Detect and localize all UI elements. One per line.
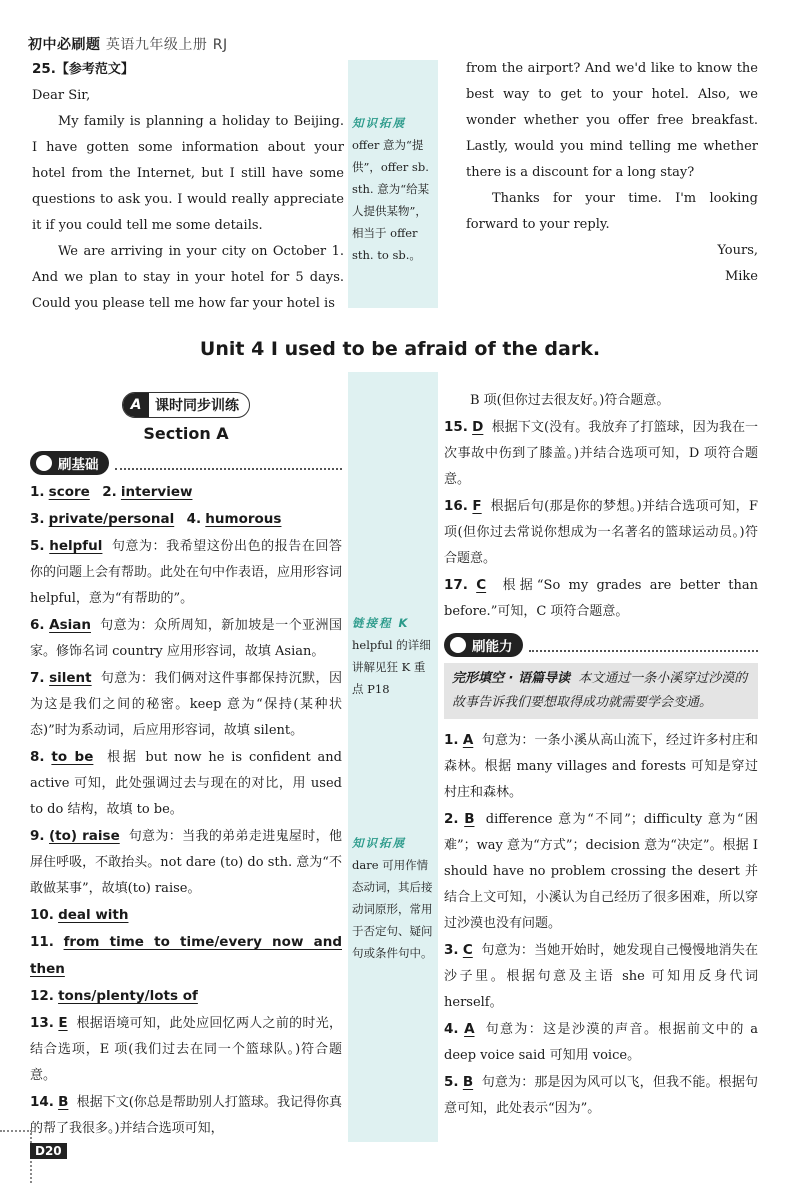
answer-q14-continued: B 项(但你过去很友好。)符合题意。: [470, 393, 670, 408]
basic-practice-pill: 刷基础: [30, 451, 109, 475]
dotted-rule: [529, 638, 759, 652]
section-badge: [122, 392, 250, 418]
cloze-answer-2: 2. B difference 意为“不同”；difficulty 意为“困难”；way 意为“方式”；decision 意为“决定”。根据 I should have no problem crossing the desert 并结合上文可知，小溪认为自己经历了很多困难，所以穿过沙漠也没有问题。: [444, 811, 759, 931]
question-number: 25.: [32, 61, 56, 77]
badge-letter: A: [123, 393, 149, 417]
answer-row: 3. private/personal 4. humorous: [30, 511, 282, 527]
letter-paragraph-4: Thanks for your time. I'm looking forward to your reply.: [466, 191, 758, 232]
right-answer-column: [444, 388, 758, 1122]
cloze-answer-5: 5. B 句意为：那是因为风可以飞，但我不能。根据句意可知，此处表示“因为”。: [444, 1074, 758, 1116]
cloze-answer-4: 4. A 句意为：这是沙漠的声音。根据前文中的 a deep voice said 可知用 voice。: [444, 1021, 758, 1063]
reference-label: 【参考范文】: [55, 62, 134, 77]
answer-q10: 10. deal with: [30, 907, 129, 923]
note-text: offer 意为“提供”，offer sb. sth. 意为“给某人提供某物”，相当于 offer sth. to sb.。: [352, 138, 430, 262]
note-title: 知识拓展: [352, 836, 406, 850]
answer-q9: 9. (to) raise 句意为：当我的弟弟走进鬼屋时，他屏住呼吸，不敢抬头。not dare (to) do sth. 意为“不敢做某事”，故填(to) raise。: [30, 828, 342, 896]
unit-title: Unit 4 I used to be afraid of the dark.: [199, 338, 601, 360]
side-note-strip-bottom: [348, 372, 438, 1142]
answer-q7: 7. silent 句意为：我们俩对这件事都保持沉默，因为这是我们之间的秘密。keep 意为“保持(某种状态)”时为系动词，后应用形容词，故填 silent。: [30, 670, 342, 738]
guide-label: 完形填空 · 语篇导读: [452, 671, 570, 686]
answer-q14: 14. B 根据下文(你总是帮助别人打篮球。我记得你真的帮了我很多。)并结合选项可知，: [30, 1094, 343, 1136]
badge-text: 课时同步训练: [155, 398, 239, 414]
page-corner-decoration: [0, 1130, 32, 1183]
answer-q8: 8. to be 根据 but now he is confident and active 可知，此处强调过去与现在的对比，用 used to do 结构，故填 to be。: [30, 749, 343, 817]
answer-q6: 6. Asian 句意为：众所周知，新加坡是一个亚洲国家。修饰名词 country 应用形容词，故填 Asian。: [30, 617, 342, 659]
answer-q17: 17. C 根据“So my grades are better than before.”可知，C 项符合题意。: [444, 577, 758, 619]
book-subject: 英语九年级上册: [105, 37, 208, 53]
guide-text: 本文通过一条小溪穿过沙漠的故事告诉我们要想取得成功就需要学会变通。: [452, 671, 748, 710]
salutation: Dear Sir,: [32, 88, 91, 103]
book-edition: RJ: [212, 37, 228, 53]
note-text: helpful 的详细讲解见狂 K 重点 P18: [352, 638, 431, 696]
book-title: 初中必刷题: [28, 37, 101, 53]
side-note-helpful: [352, 612, 436, 700]
letter-paragraph-2: We are arriving in your city on October 1. And we plan to stay in your hotel for 5 days. Could you please tell me how far your hotel is: [32, 244, 344, 311]
brush-icon: [36, 455, 52, 471]
answer-q13: 13. E 根据语境可知，此处应回忆两人之前的时光，结合选项，E 项(我们过去在同一个篮球队。)符合题意。: [30, 1015, 342, 1083]
left-answer-column: [30, 392, 342, 1142]
page-number: D20: [30, 1143, 67, 1159]
answer-q15: 15. D 根据下文(没有。我放弃了打篮球，因为我在一次事故中伤到了膝盖。)并结合选项可知，D 项符合题意。: [444, 419, 759, 487]
letter-right-column: [466, 56, 758, 290]
letter-paragraph-3: from the airport? And we'd like to know the best way to get to your hotel. Also, we wonder whether you offer free breakfast. Lastly, would you mind telling me whether there is a discount for a long stay?: [466, 61, 758, 180]
answer-q16: 16. F 根据后句(那是你的梦想。)并结合选项可知，F 项(但你过去常说你想成为一名著名的篮球运动员。)符合题意。: [444, 498, 758, 566]
letter-left-column: [32, 56, 344, 317]
letter-signature: Mike: [724, 269, 758, 284]
section-title: Section A: [143, 424, 229, 443]
answer-q11: 11. from time to time/every now and then: [30, 934, 342, 977]
ability-practice-header: [444, 633, 758, 657]
brush-icon: [450, 637, 466, 653]
cloze-answer-1: 1. A 句意为：一条小溪从高山流下，经过许多村庄和森林。根据 many villages and forests 可知是穿过村庄和森林。: [444, 732, 758, 800]
side-note-dare: [352, 832, 436, 964]
cloze-answer-3: 3. C 句意为：当她开始时，她发现自己慢慢地消失在沙子里。根据句意及主语 she 可知用反身代词 herself。: [444, 942, 758, 1010]
ability-practice-pill: 刷能力: [444, 633, 523, 657]
letter-paragraph-1: My family is planning a holiday to Beijing. I have gotten some information about your hotel from the Internet, but I still have some questions to ask you. I would really appreciate it if you could tell me some details.: [32, 114, 344, 233]
note-title: 链接程 K: [352, 616, 410, 630]
basic-practice-header: [30, 451, 342, 475]
answer-q12: 12. tons/plenty/lots of: [30, 988, 198, 1004]
reading-guide-box: [444, 663, 758, 719]
dotted-rule: [115, 456, 343, 470]
answer-row: 1. score 2. interview: [30, 484, 193, 500]
note-text: dare 可用作情态动词，其后接动词原形，常用于否定句、疑问句或条件句中。: [352, 858, 433, 960]
answer-q5: 5. helpful 句意为：我希望这份出色的报告在回答你的问题上会有帮助。此处在句中作表语，应用形容词 helpful，意为“有帮助的”。: [30, 538, 343, 606]
side-note-offer: [352, 112, 436, 266]
note-title: 知识拓展: [352, 116, 406, 130]
page-header: [28, 34, 228, 54]
letter-closing: Yours,: [717, 243, 758, 258]
